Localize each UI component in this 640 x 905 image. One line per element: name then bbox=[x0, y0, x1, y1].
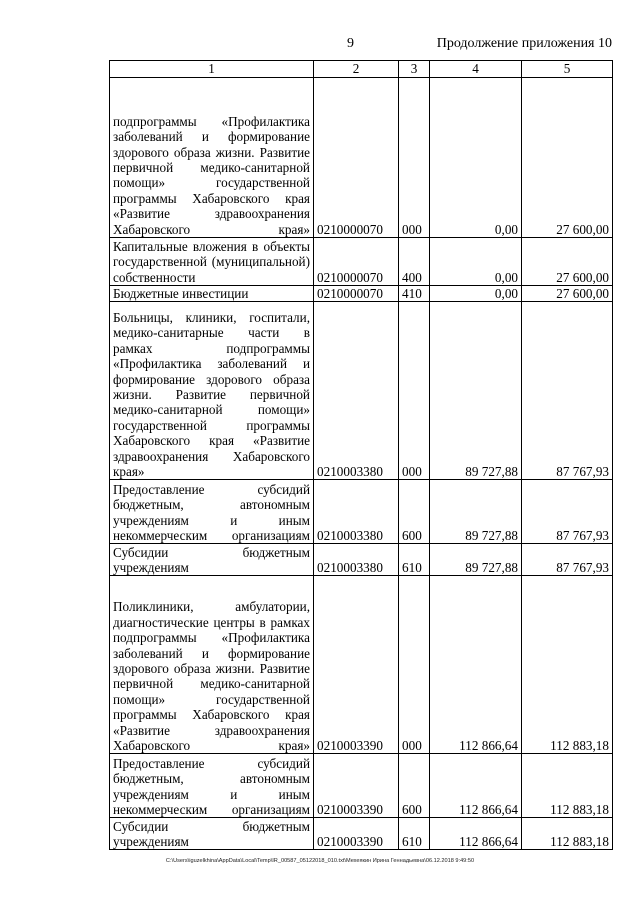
row-expense-type: 410 bbox=[399, 286, 430, 302]
row-name: Субсидии бюджетным учреждениям bbox=[110, 544, 314, 576]
table-row bbox=[110, 818, 613, 850]
row-amount-col4: 112 866,64 bbox=[430, 754, 522, 818]
row-target-article: 0210003390 bbox=[314, 818, 399, 850]
column-header-2: 2 bbox=[314, 61, 399, 78]
row-amount-col4: 0,00 bbox=[430, 78, 522, 238]
row-name: Больницы, клиники, госпитали, медико-санитарные части в рамках подпрограммы «Профилактика заболеваний и формирование здорового образа жизни. Развитие первичной медико-санитарной помощи» государственной программы Хабаровского края «Развитие здравоохранения Хабаровского края» bbox=[110, 302, 314, 480]
table-row bbox=[110, 754, 613, 818]
row-expense-type: 610 bbox=[399, 544, 430, 576]
table-row bbox=[110, 480, 613, 544]
column-header-4: 4 bbox=[430, 61, 522, 78]
column-header-5: 5 bbox=[522, 61, 613, 78]
row-target-article: 0210003380 bbox=[314, 544, 399, 576]
row-amount-col5: 27 600,00 bbox=[522, 286, 613, 302]
row-expense-type: 600 bbox=[399, 480, 430, 544]
page-number: 9 bbox=[347, 36, 354, 51]
column-header-1: 1 bbox=[110, 61, 314, 78]
table-header-row bbox=[110, 61, 613, 78]
row-target-article: 0210000070 bbox=[314, 286, 399, 302]
row-expense-type: 400 bbox=[399, 238, 430, 286]
row-amount-col5: 27 600,00 bbox=[522, 238, 613, 286]
table-row bbox=[110, 238, 613, 286]
budget-table bbox=[109, 60, 613, 850]
row-name: Поликлиники, амбулатории, диагностические центры в рамках подпрограммы «Профилактика заболеваний и формирование здорового образа жизни. Развитие первичной медико-санитарной помощи» государственной программы Хабаровского края «Развитие здравоохранения Хабаровского края» bbox=[110, 576, 314, 754]
row-amount-col5: 27 600,00 bbox=[522, 78, 613, 238]
row-target-article: 0210003390 bbox=[314, 576, 399, 754]
row-amount-col4: 89 727,88 bbox=[430, 544, 522, 576]
row-amount-col4: 0,00 bbox=[430, 286, 522, 302]
row-amount-col4: 89 727,88 bbox=[430, 302, 522, 480]
row-amount-col5: 87 767,93 bbox=[522, 302, 613, 480]
row-target-article: 0210000070 bbox=[314, 78, 399, 238]
row-name: Капитальные вложения в объекты государственной (муниципальной) собственности bbox=[110, 238, 314, 286]
row-expense-type: 000 bbox=[399, 78, 430, 238]
file-path-footer: C:\Users\iguzelkhina\AppData\Local\Temp\IR_00587_05122018_010.txt\Мехеякин Ирина Геннадьевна\06.12.2018 9:49:50 bbox=[165, 858, 475, 864]
table-row bbox=[110, 286, 613, 302]
row-name: Предоставление субсидий бюджетным, автономным учреждениям и иным некоммерческим организациям bbox=[110, 754, 314, 818]
row-name: Бюджетные инвестиции bbox=[110, 286, 314, 302]
table-row bbox=[110, 78, 613, 238]
row-target-article: 0210003380 bbox=[314, 302, 399, 480]
row-expense-type: 610 bbox=[399, 818, 430, 850]
row-target-article: 0210003390 bbox=[314, 754, 399, 818]
row-name: подпрограммы «Профилактика заболеваний и формирование здорового образа жизни. Развитие первичной медико-санитарной помощи» государственной программы Хабаровского края «Развитие здравоохранения Хабаровского края» bbox=[110, 78, 314, 238]
column-header-3: 3 bbox=[399, 61, 430, 78]
appendix-continuation-label: Продолжение приложения 10 bbox=[436, 36, 612, 51]
row-amount-col4: 89 727,88 bbox=[430, 480, 522, 544]
row-amount-col5: 112 883,18 bbox=[522, 576, 613, 754]
row-target-article: 0210003380 bbox=[314, 480, 399, 544]
row-amount-col4: 0,00 bbox=[430, 238, 522, 286]
row-amount-col5: 112 883,18 bbox=[522, 754, 613, 818]
row-expense-type: 000 bbox=[399, 576, 430, 754]
row-target-article: 0210000070 bbox=[314, 238, 399, 286]
page-header bbox=[0, 36, 640, 56]
row-name: Субсидии бюджетным учреждениям bbox=[110, 818, 314, 850]
table-row bbox=[110, 576, 613, 754]
table-row bbox=[110, 302, 613, 480]
row-name: Предоставление субсидий бюджетным, автономным учреждениям и иным некоммерческим организациям bbox=[110, 480, 314, 544]
row-amount-col5: 112 883,18 bbox=[522, 818, 613, 850]
row-expense-type: 000 bbox=[399, 302, 430, 480]
row-amount-col4: 112 866,64 bbox=[430, 576, 522, 754]
table-row bbox=[110, 544, 613, 576]
row-amount-col4: 112 866,64 bbox=[430, 818, 522, 850]
row-amount-col5: 87 767,93 bbox=[522, 544, 613, 576]
row-expense-type: 600 bbox=[399, 754, 430, 818]
row-amount-col5: 87 767,93 bbox=[522, 480, 613, 544]
